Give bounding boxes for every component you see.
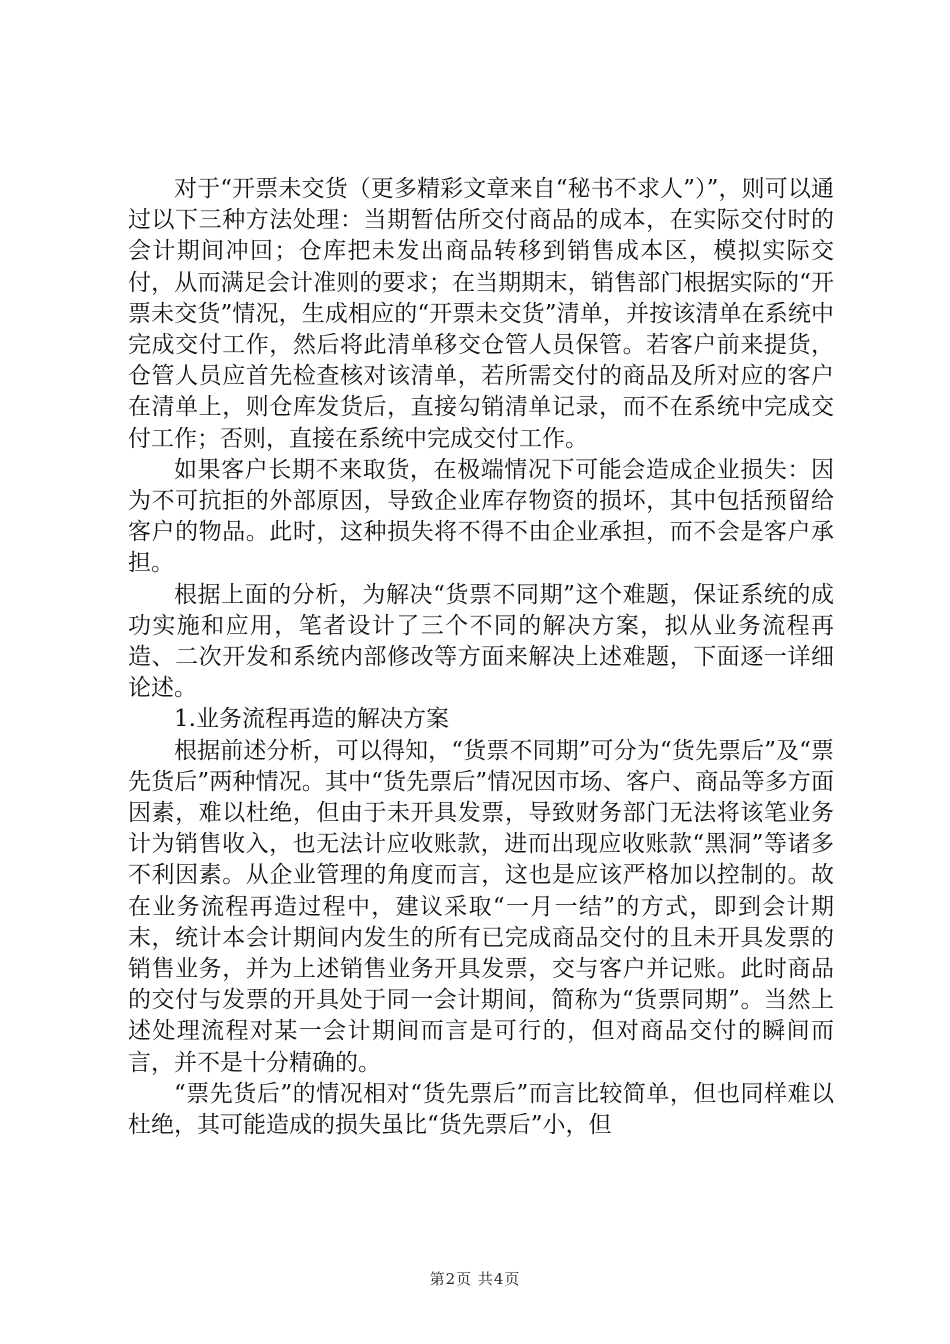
paragraph-3: 根据上面的分析，为解决“货票不同期”这个难题，保证系统的成功实施和应用，笔者设计了三个不同的解决方案，拟从业务流程再造、二次开发和系统内部修改等方面来解决上述难题，下面逐一详细论述。 <box>128 581 834 702</box>
paragraph-2: 如果客户长期不来取货，在极端情况下可能会造成企业损失：因为不可抗拒的外部原因，导致企业库存物资的损坏，其中包括预留给客户的物品。此时，这种损失将不得不由企业承担，而不会是客户承担。 <box>128 456 834 577</box>
paragraph-4: 根据前述分析，可以得知，“货票不同期”可分为“货先票后”及“票先货后”两种情况。其中“货先票后”情况因市场、客户、商品等多方面因素，难以杜绝，但由于未开具发票，导致财务部门无法将该笔业务计为销售收入，也无法计应收账款，进而出现应收账款“黑洞”等诸多不利因素。从企业管理的角度而言，这也是应该严格加以控制的。故在业务流程再造过程中，建议采取“一月一结”的方式，即到会计期末，统计本会计期间内发生的所有已完成商品交付的且未开具发票的销售业务，并为上述销售业务开具发票，交与客户并记账。此时商品的交付与发票的开具处于同一会计期间，简称为“货票同期”。当然上述处理流程对某一会计期间而言是可行的，但对商品交付的瞬间而言，并不是十分精确的。 <box>128 737 834 1076</box>
document-body <box>128 174 834 1141</box>
section-heading: 1.业务流程再造的解决方案 <box>174 706 449 733</box>
page-footer: 第2页 共4页 <box>429 1270 521 1288</box>
paragraph-1: 对于“开票未交货（更多精彩文章来自“秘书不求人”）”，则可以通过以下三种方法处理：当期暂估所交付商品的成本，在实际交付时的会计期间冲回；仓库把未发出商品转移到销售成本区，模拟实际交付，从而满足会计准则的要求；在当期期末，销售部门根据实际的“开票未交货”情况，生成相应的“开票未交货”清单，并按该清单在系统中完成交付工作，然后将此清单移交仓管人员保管。若客户前来提货，仓管人员应首先检查核对该清单，若所需交付的商品及所对应的客户在清单上，则仓库发货后，直接勾销清单记录，而不在系统中完成交付工作；否则，直接在系统中完成交付工作。 <box>128 176 834 452</box>
paragraph-5: “票先货后”的情况相对“货先票后”而言比较简单，但也同样难以杜绝，其可能造成的损失虽比“货先票后”小，但 <box>128 1080 834 1139</box>
